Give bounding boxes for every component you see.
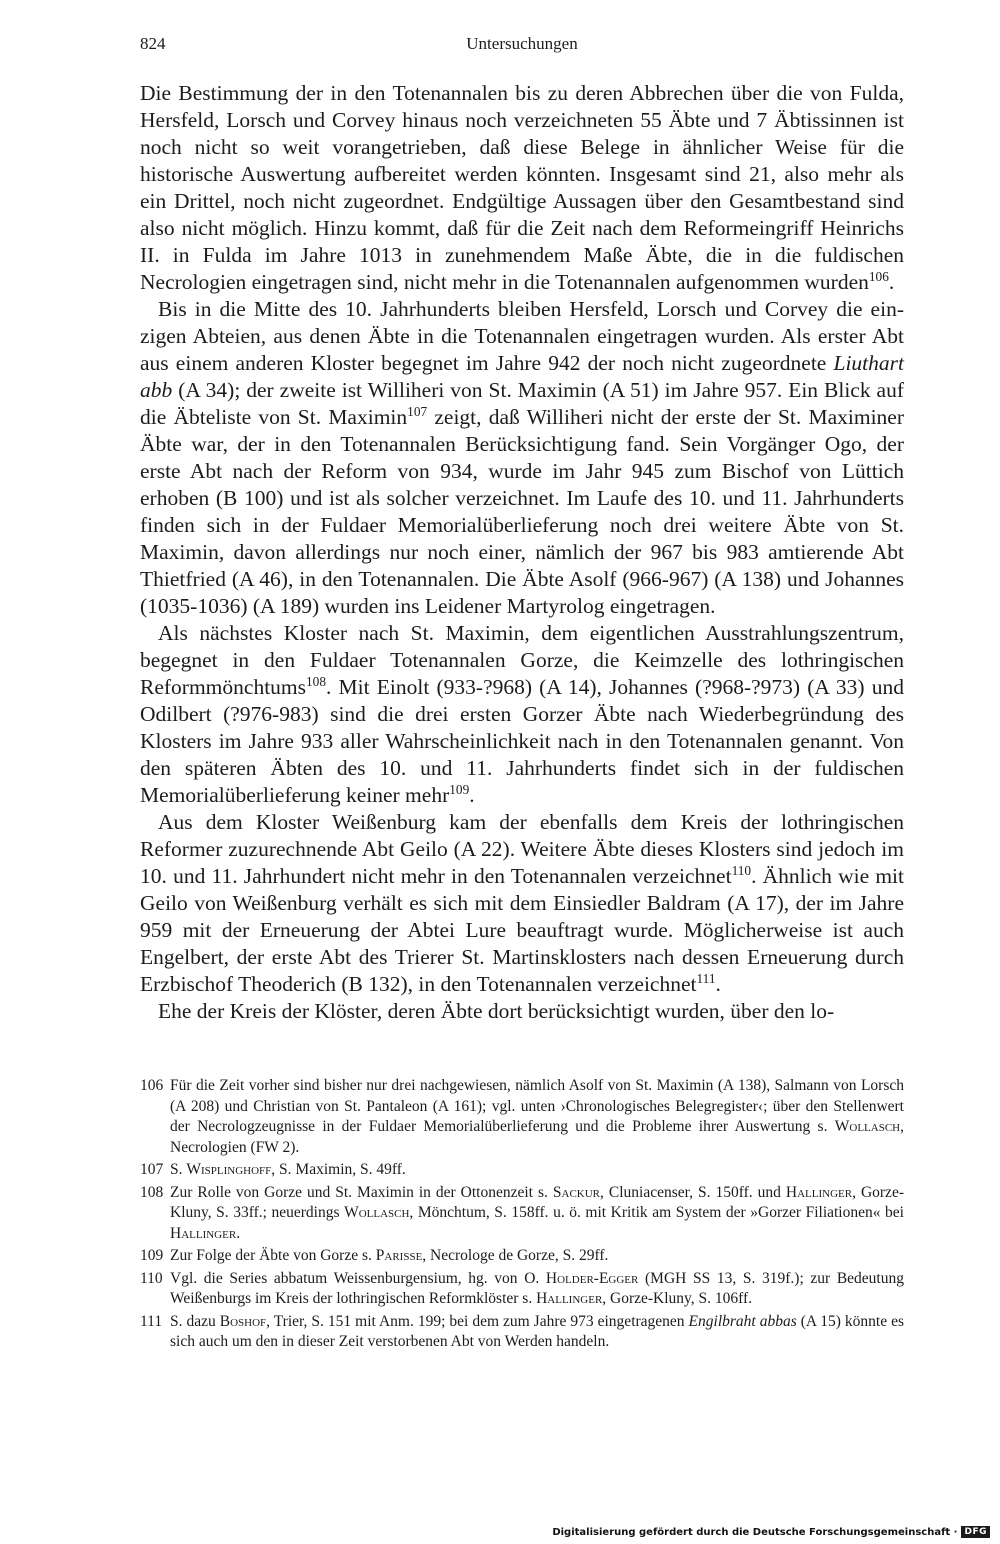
author-name: Holder-Egger xyxy=(545,1269,639,1287)
running-title: Untersuchungen xyxy=(466,34,578,53)
text-run: Vgl. die Series abbatum Weissenburgensium, hg. von O. xyxy=(170,1269,546,1287)
text-run: (A 15) könnte es sich auch um den in dieser Zeit verstorbenen Abt von Werden handeln. xyxy=(170,1312,904,1350)
footnote-reference: 111 xyxy=(696,970,716,986)
author-name: Boshof xyxy=(219,1312,267,1330)
text-run: . xyxy=(715,972,721,996)
footnote-number: 111 xyxy=(140,1312,163,1330)
author-name: Parisse xyxy=(375,1247,423,1264)
text-run: Zur Rolle von Gorze und St. Maximin in der Ottonenzeit s. xyxy=(170,1183,553,1201)
body-text xyxy=(140,80,904,1025)
text-run: Bis in die Mitte des 10. Jahrhunderts bleiben Hersfeld, Lorsch und Corvey die einzigen Abteien, aus denen Äbte in die Totenannalen eingetragen wurden. Als erster Abt aus einem anderen Kloster begegnet im Jahre 942 der noch nicht zugeordnete xyxy=(140,297,904,375)
footnote xyxy=(140,1160,904,1181)
text-run: . xyxy=(888,270,895,294)
author-name: Wisplinghoff xyxy=(186,1161,272,1178)
text-run: zeigt, daß Williheri nicht der erste der St. Maximiner Äbte war, der in den Totenannalen Berücksichtigung fand. Sein Vorgänger Ogo, der erste Abt nach der Reform von 934, wurde im Jahr 945 zum Bischof von Lüttich erhoben (B 100) und ist als solcher verzeichnet. Im Laufe des 10. und 11. Jahrhunderts finden sich in der Fuldaer Memorialüberlieferung noch drei weitere Äbte von St. Maximin, davon allerdings nur noch einer, nämlich der 967 bis 983 amtierende Abt Thietfried (A 46), in den Totenannalen. Die Äbte Asolf (966-967) (A 138) und Johannes (1035-1036) (A 189) wurden ins Leidener Martyrolog eingetragen. xyxy=(140,405,904,618)
page-number: 824 xyxy=(140,34,166,53)
text-run: Ehe der Kreis der Klöster, deren Äbte dort berücksichtigt wurden, über den lo- xyxy=(158,999,835,1023)
footnote-reference: 109 xyxy=(449,781,470,797)
author-name: Sackur xyxy=(552,1183,601,1201)
footnote-reference: 110 xyxy=(731,862,752,878)
text-run: (MGH SS 13, S. 319f.); zur Bedeutung Weißenburgs im Kreis der lothringischen Reformklöster s. xyxy=(170,1269,904,1307)
footnote-number: 109 xyxy=(140,1247,164,1264)
footnote-number: 110 xyxy=(140,1269,163,1287)
author-name: Hallinger xyxy=(170,1224,237,1242)
text-run: , Gorze-Kluny, S. 33ff.; neuerdings xyxy=(170,1183,904,1221)
text-run: , Cluniacenser, S. 150ff. und xyxy=(600,1183,786,1201)
text-run: S. dazu xyxy=(170,1312,220,1330)
text-run: , Necrologe de Gorze, S. 29ff. xyxy=(422,1247,609,1264)
text-run: Die Bestimmung der in den Totenannalen bis zu deren Abbrechen über die von Fulda, Hersfeld, Lorsch und Corvey hinaus noch verzeichneten 55 Äbte und 7 Äbtissinnen ist noch nicht so weit vorangetrieben, daß diese Belege in ähnlicher Weise für die historische Auswertung aufbereitet werden könnten. Insgesamt sind 21, also mehr als ein Drittel, noch nicht zugeordnet. Endgültige Aussagen über den Gesamtbestand sind also nicht möglich. Hinzu kommt, daß für die Zeit nach dem Reformeingriff Heinrichs II. in Fulda im Jahre 1013 in zunehmendem Maße Äbte, die in die fuldischen Necrologien eingetragen sind, nicht mehr in die Totenannalen aufgenommen wurden xyxy=(140,81,904,294)
footnote xyxy=(140,1246,904,1267)
credit-text: Digitalisierung gefördert durch die Deutsche Forschungsgemeinschaft · xyxy=(552,1526,958,1538)
text-run: , S. Maximin, S. 49ff. xyxy=(271,1161,406,1178)
footnote-reference: 108 xyxy=(306,673,327,689)
paragraph xyxy=(140,80,904,296)
text-run: . Ähnlich wie mit Geilo von Weißenburg verhält es sich mit dem Einsiedler Baldram (A 17), der im Jahre 959 mit der Erneuerung der Abtei Lure beauftragt wurde. Möglicherweise ist auch Engelbert, der erste Abt des Trierer St. Martinsklosters nach dessen Erneuerung durch Erzbischof Theoderich (B 132), in den Totenannalen verzeichnet xyxy=(140,864,904,996)
footnote-number: 106 xyxy=(140,1077,164,1094)
text-run: Für die Zeit vorher sind bisher nur drei nachgewiesen, nämlich Asolf von St. Maximin (A 138), Salmann von Lorsch (A 208) und Christian von St. Pantaleon (A 161); vgl. unten ›Chronologisches Belegregister‹; über den Stellenwert der Necrologzeugnisse in der Fuldaer Memorialüberlieferung und die Probleme ihrer Auswertung s. xyxy=(170,1077,904,1135)
text-run: , Gorze-Kluny, S. 106ff. xyxy=(602,1290,753,1307)
text-run: , Trier, S. 151 mit Anm. 199; bei dem zum Jahre 973 eingetragenen xyxy=(266,1312,689,1330)
footnote xyxy=(140,1183,904,1245)
footnotes xyxy=(140,1076,904,1355)
paragraph xyxy=(140,998,904,1025)
author-name: Wollasch xyxy=(344,1204,410,1221)
footnote xyxy=(140,1076,904,1158)
footnote xyxy=(140,1269,904,1310)
text-run: . Mit Einolt (933-?968) (A 14), Johannes (?968-?973) (A 33) und Odilbert (?976-983) sind die drei ersten Gorzer Äbte nach Wiederbegründung des Klosters im Jahre 933 aller Wahrscheinlichkeit nach in den Totenannalen genannt. Von den späteren Äbten des 10. und 11. Jahrhunderts findet sich in der fuldischen Memorialüberlieferung keiner mehr xyxy=(140,675,904,807)
text-run: Aus dem Kloster Weißenburg kam der ebenfalls dem Kreis der lothringischen Reformer zuzurechnende Abt Geilo (A 22). Weitere Äbte dieses Klosters sind jedoch im 10. und 11. Jahrhundert nicht mehr in den Totenannalen verzeichnet xyxy=(140,810,904,888)
text-run: . xyxy=(469,783,475,807)
dfg-logo: DFG xyxy=(961,1526,990,1538)
paragraph xyxy=(140,296,904,620)
text-run: (A 34); der zweite ist Williheri von St. Maximin (A 51) im Jahre 957. Ein Blick auf die Äbteliste von St. Maximin xyxy=(140,378,904,429)
text-run: , Necrologien (FW 2). xyxy=(170,1118,904,1156)
author-name: Wollasch xyxy=(834,1118,901,1135)
paragraph xyxy=(140,620,904,809)
running-head xyxy=(140,34,904,60)
paragraph xyxy=(140,809,904,998)
text-run: S. xyxy=(170,1161,187,1178)
italic-text: Liuthart abb xyxy=(140,351,904,402)
author-name: Hallinger xyxy=(785,1183,853,1201)
footnote-reference: 106 xyxy=(868,268,889,284)
author-name: Hallinger xyxy=(536,1290,603,1307)
digitization-credit xyxy=(552,1526,990,1538)
footnote xyxy=(140,1312,904,1353)
footnote-number: 107 xyxy=(140,1161,164,1178)
text-run: , Mönchtum, S. 158ff. u. ö. mit Kritik am System der »Gorzer Filiationen« bei xyxy=(409,1204,904,1221)
text-run: Zur Folge der Äbte von Gorze s. xyxy=(170,1247,376,1264)
footnote-reference: 107 xyxy=(407,403,428,419)
footnote-number: 108 xyxy=(140,1183,164,1201)
italic-text: Engilbraht abbas xyxy=(688,1312,797,1330)
text-run: . xyxy=(236,1224,241,1242)
text-run: Als nächstes Kloster nach St. Maximin, dem eigentlichen Ausstrahlungszentrum, begegnet in den Fuldaer Totenannalen Gorze, die Keimzelle des lothringischen Reformmönchtums xyxy=(140,621,904,699)
